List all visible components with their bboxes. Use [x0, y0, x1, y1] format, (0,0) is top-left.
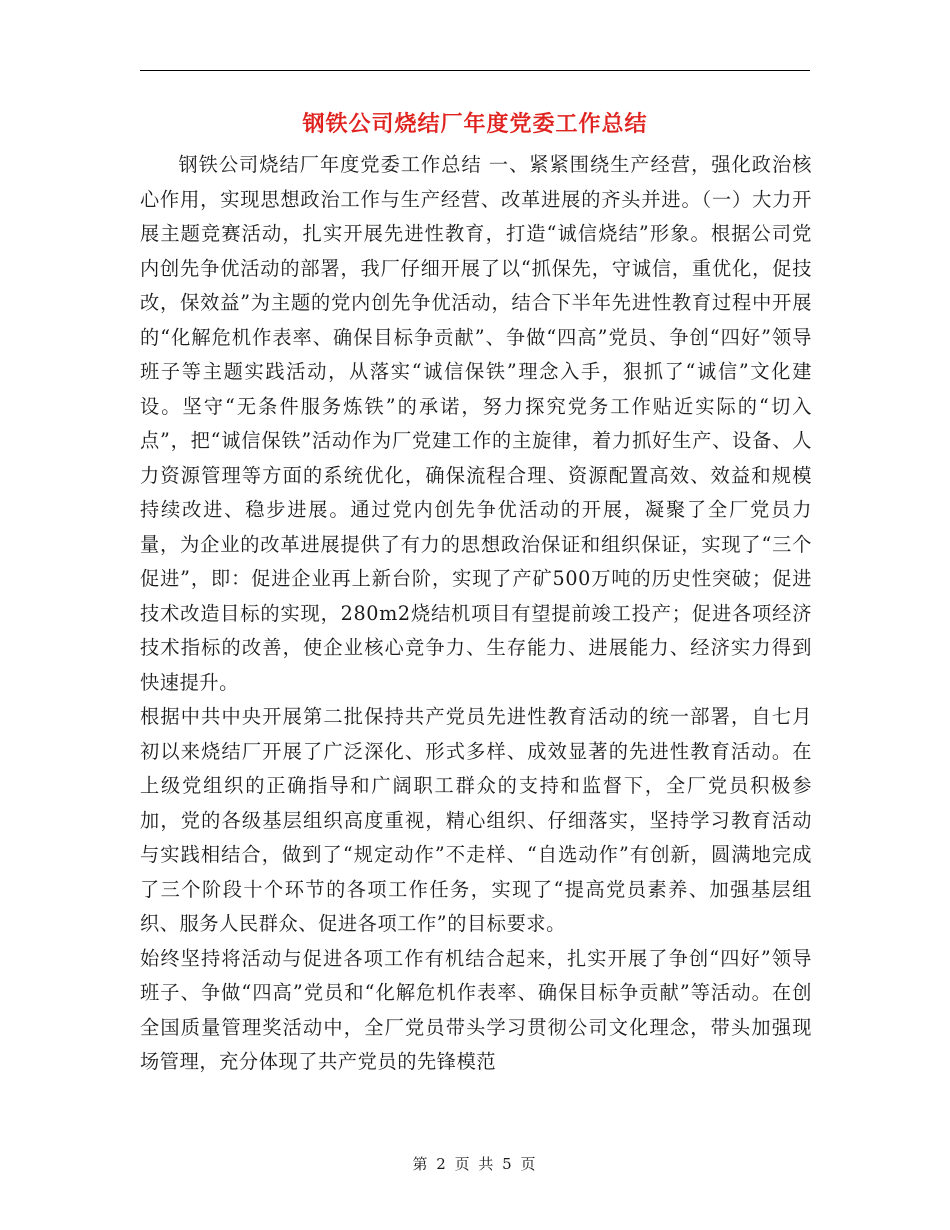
document-body: [140, 148, 812, 1080]
page-number-footer: 第 2 页 共 5 页: [412, 1155, 538, 1173]
header-rule: [140, 70, 810, 71]
paragraph-3: 始终坚持将活动与促进各项工作有机结合起来，扎实开展了争创“四好”领导班子、争做“四高”党员和“化解危机作表率、确保目标争贡献”等活动。在创全国质量管理奖活动中，全厂党员带头学习贯彻公司文化理念，带头加强现场管理，充分体现了共产党员的先锋模范: [140, 946, 812, 1073]
paragraph-1: 钢铁公司烧结厂年度党委工作总结 一、紧紧围绕生产经营，强化政治核心作用，实现思想政治工作与生产经营、改革进展的齐头并进。（一）大力开展主题竞赛活动，扎实开展先进性教育，打造“诚信烧结”形象。根据公司党内创先争优活动的部署，我厂仔细开展了以“抓保先，守诚信，重优化，促技改，保效益”为主题的党内创先争优活动，结合下半年先进性教育过程中开展的“化解危机作表率、确保目标争贡献”、争做“四高”党员、争创“四好”领导班子等主题实践活动，从落实“诚信保铁”理念入手，狠抓了“诚信”文化建设。坚守“无条件服务炼铁”的承诺，努力探究党务工作贴近实际的“切入点”，把“诚信保铁”活动作为厂党建工作的主旋律，着力抓好生产、设备、人力资源管理等方面的系统优化，确保流程合理、资源配置高效、效益和规模持续改进、稳步进展。通过党内创先争优活动的开展，凝聚了全厂党员力量，为企业的改革进展提供了有力的思想政治保证和组织保证，实现了“三个促进”，即：促进企业再上新台阶，实现了产矿500万吨的历史性突破；促进技术改造目标的实现，280m2烧结机项目有望提前竣工投产；促进各项经济技术指标的改善，使企业核心竞争力、生存能力、进展能力、经济实力得到快速提升。: [140, 153, 812, 694]
document-title: 钢铁公司烧结厂年度党委工作总结: [302, 111, 648, 137]
paragraph-2: 根据中共中央开展第二批保持共产党员先进性教育活动的统一部署，自七月初以来烧结厂开展了广泛深化、形式多样、成效显著的先进性教育活动。在上级党组织的正确指导和广阔职工群众的支持和监督下，全厂党员积极参加，党的各级基层组织高度重视，精心组织、仔细落实，坚持学习教育活动与实践相结合，做到了“规定动作”不走样、“自选动作”有创新，圆满地完成了三个阶段十个环节的各项工作任务，实现了“提高党员素养、加强基层组织、服务人民群众、促进各项工作”的目标要求。: [140, 705, 812, 935]
